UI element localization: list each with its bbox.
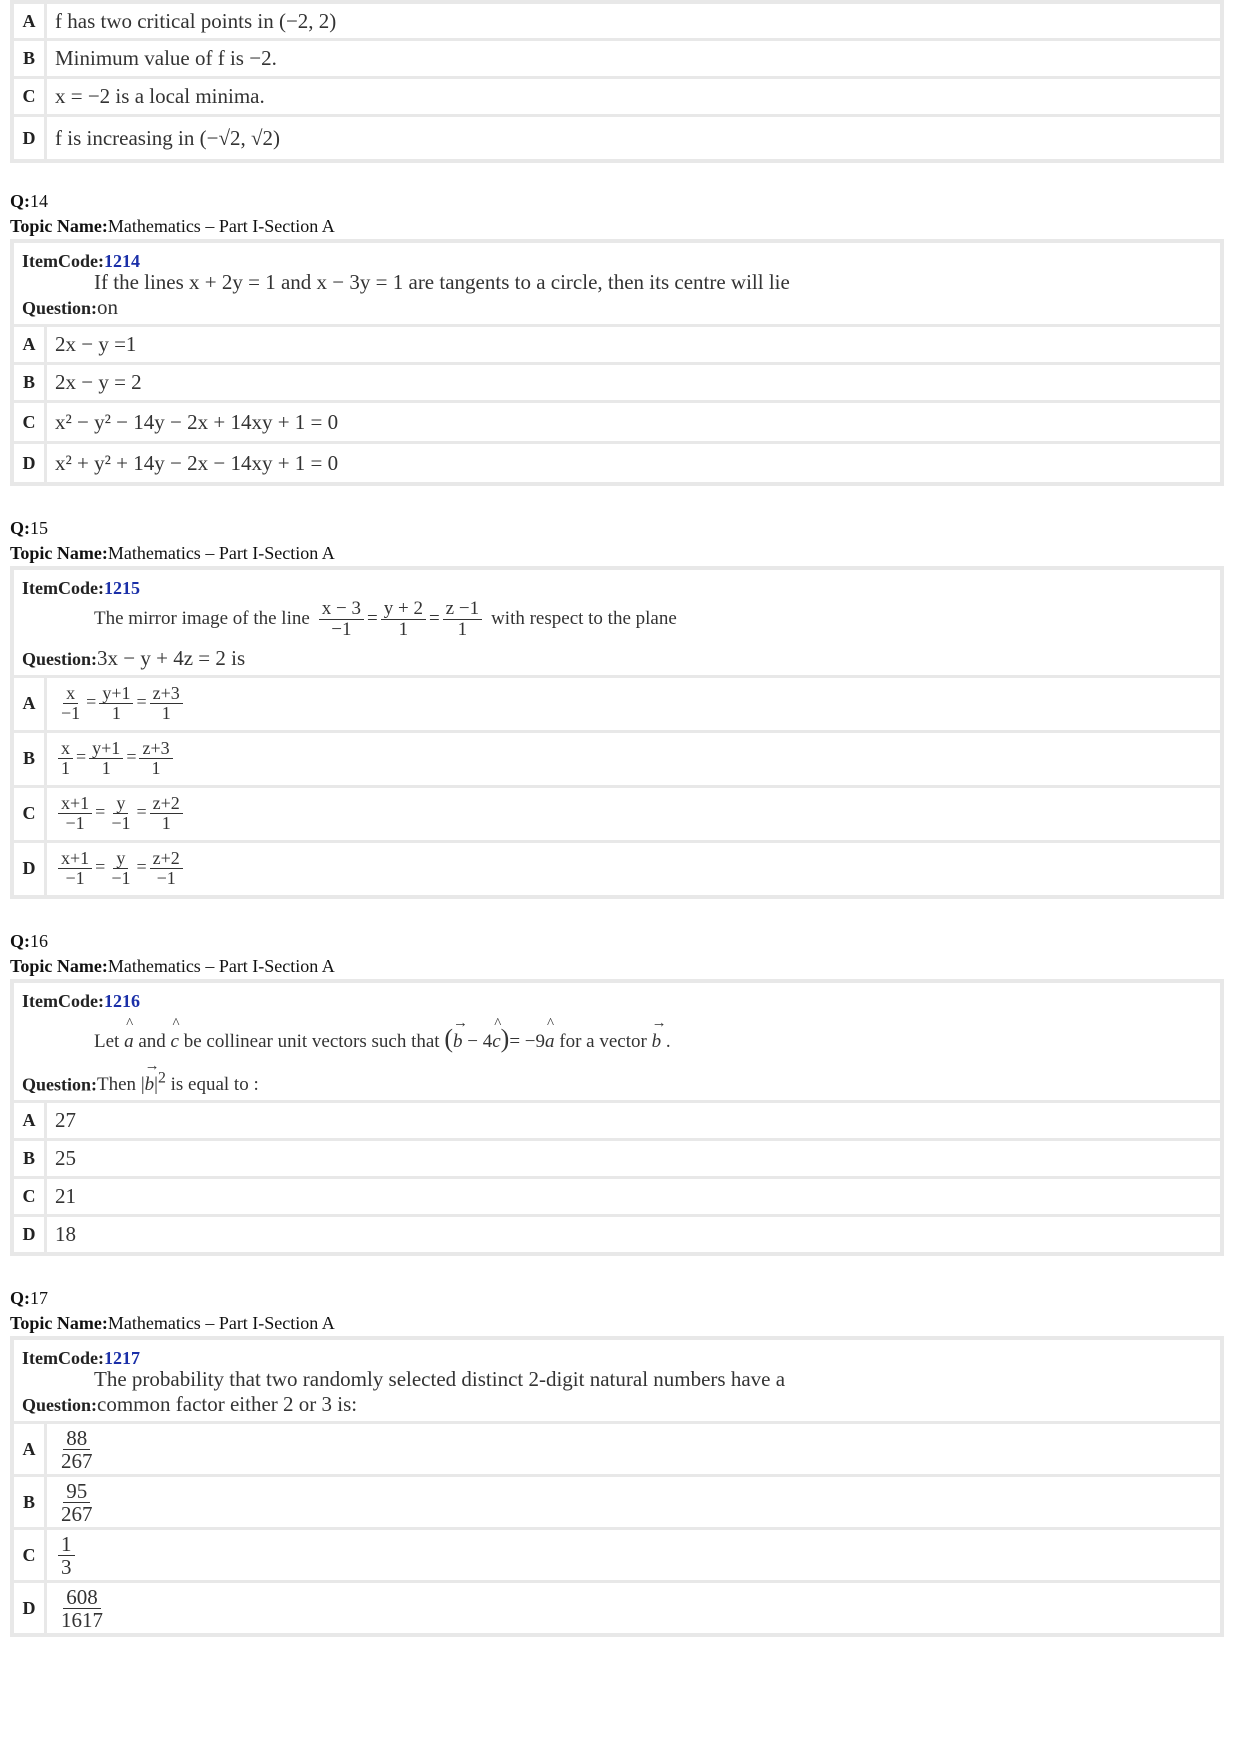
q14-table [10,239,1224,486]
q16-option-a [14,1103,1220,1141]
question-text: If the lines x + 2y = 1 and x − 3y = 1 are tangents to a circle, then its centre will lie [94,270,790,294]
option-text: Minimum value of f is −2. [55,46,277,70]
q-label: Q: [10,1288,30,1309]
option-text: 21 [55,1184,76,1209]
q-number: 16 [30,930,48,951]
option-text: 18 [55,1222,76,1247]
q17-table [10,1336,1224,1637]
option-label: C [14,788,47,840]
option-label: C [14,79,47,114]
q14-stem [14,243,1220,327]
q-label: Q: [10,930,30,951]
option-fraction: $\frac{608}{1617}$ [61,1584,103,1632]
option-fraction: $\frac{95}{267}$ [61,1478,93,1526]
question-label: Question: [22,1395,98,1416]
option-label: C [14,1179,47,1214]
option-expression: $\frac{x}{1}$ = $\frac{y+1}{1}$ = $\frac{z+3}{1}$ [47,737,1220,780]
option-label: D [14,117,47,159]
q15-table [10,566,1224,899]
option-label: D [14,444,47,482]
option-text: 2x − y =1 [55,332,137,356]
q17-option-d [14,1583,1220,1633]
q15-option-d [14,843,1220,895]
item-code: ItemCode:1215 [22,578,140,598]
q-number: 14 [30,191,48,211]
option-text: x² − y² − 14y − 2x + 14xy + 1 = 0 [55,409,339,434]
q13-option-b [14,41,1220,79]
q13-options [10,0,1224,163]
q-number: 15 [30,518,48,538]
q14-option-a [14,327,1220,365]
item-code: ItemCode:1214 [22,251,140,271]
q15-option-c [14,788,1220,843]
q14-option-d [14,444,1220,482]
q16-header [10,929,1224,979]
option-expression: $\frac{x}{-1}$ = $\frac{y+1}{1}$ = $\frac{z+3}{1}$ [47,682,1220,725]
question-label: Question: [22,648,98,669]
item-code: ItemCode:1217 [22,1348,140,1369]
q16-stem [14,983,1220,1103]
option-label: A [14,4,47,38]
option-label: A [14,1424,47,1474]
option-label: B [14,365,47,400]
option-text: f is increasing in (−√2, √2) [55,125,281,150]
option-fraction: $\frac{1}{3}$ [47,1531,1220,1580]
q14-option-b [14,365,1220,403]
q13-option-a [14,4,1220,41]
option-expression: $\frac{x+1}{-1}$ = $\frac{y}{-1}$ = $\frac{z+2}{-1}$ [47,847,1220,890]
question-text-cont: 3x − y + 4z = 2 is [97,645,246,670]
q-number: 17 [30,1288,48,1309]
q17-option-c [14,1530,1220,1583]
item-code: ItemCode:1216 [22,990,140,1011]
option-text: 27 [55,1108,76,1133]
topic-label: Topic Name: [10,543,108,563]
option-text: x = −2 is a local minima. [55,84,265,108]
topic-name: Mathematics – Part I-Section A [107,543,335,563]
question-label: Question: [22,1074,98,1095]
topic-label: Topic Name: [10,216,108,236]
option-label: D [14,843,47,895]
option-expression: $\frac{x+1}{-1}$ = $\frac{y}{-1}$ = $\frac{z+2}{1}$ [47,792,1220,835]
q14-option-c [14,403,1220,444]
q16-table [10,979,1224,1256]
option-label: C [14,403,47,441]
q14-header [10,189,1224,239]
q16-option-b [14,1141,1220,1179]
option-fraction: $\frac{88}{267}$ [61,1425,93,1473]
question-text-cont: on [97,295,119,319]
option-label: A [14,1103,47,1138]
question-label: Question: [22,298,98,318]
option-label: A [14,678,47,730]
q-label: Q: [10,191,30,211]
q17-option-a [14,1424,1220,1477]
q17-option-b [14,1477,1220,1530]
q16-option-c [14,1179,1220,1217]
q15-stem [14,570,1220,678]
question-text: The mirror image of the line $\frac{x - 3}{-1}$ = $\frac{y + 2}{1}$ = $\frac{z -1}{1}$ with respect to the plane [94,598,677,640]
q15-header [10,516,1224,566]
topic-name: Mathematics – Part I-Section A [107,955,335,976]
option-text: 2x − y = 2 [55,370,142,394]
q17-stem [14,1340,1220,1424]
q16-option-d [14,1217,1220,1252]
question-text-cont: common factor either 2 or 3 is: [97,1392,358,1417]
option-text: f has two critical points in (−2, 2) [55,8,337,33]
question-text: The probability that two randomly selected distinct 2-digit natural numbers have a [94,1367,786,1392]
option-label: B [14,41,47,76]
topic-label: Topic Name: [10,1313,108,1334]
q13-option-d [14,117,1220,159]
option-text: x² + y² + 14y − 2x − 14xy + 1 = 0 [55,450,339,475]
option-label: D [14,1583,47,1633]
topic-label: Topic Name: [10,955,108,976]
question-text-cont: Then |→ $b|^2$ is equal to : [97,1074,259,1095]
option-label: B [14,733,47,785]
option-label: A [14,327,47,362]
question-text: Let ^ a and ^ c be collinear unit vectors such that (→ b − 4^ c)= −9^ a for a vector → b . [22,1024,1210,1054]
topic-name: Mathematics – Part I-Section A [107,1313,335,1334]
option-label: B [14,1477,47,1527]
option-label: D [14,1217,47,1252]
question-paper [10,0,1224,1637]
q13-option-c [14,79,1220,117]
option-label: C [14,1530,47,1580]
q-label: Q: [10,518,30,538]
topic-name: Mathematics – Part I-Section A [107,216,335,236]
option-text: 25 [55,1146,76,1171]
option-label: B [14,1141,47,1176]
q15-option-b [14,733,1220,788]
q17-header [10,1286,1224,1336]
q15-option-a [14,678,1220,733]
